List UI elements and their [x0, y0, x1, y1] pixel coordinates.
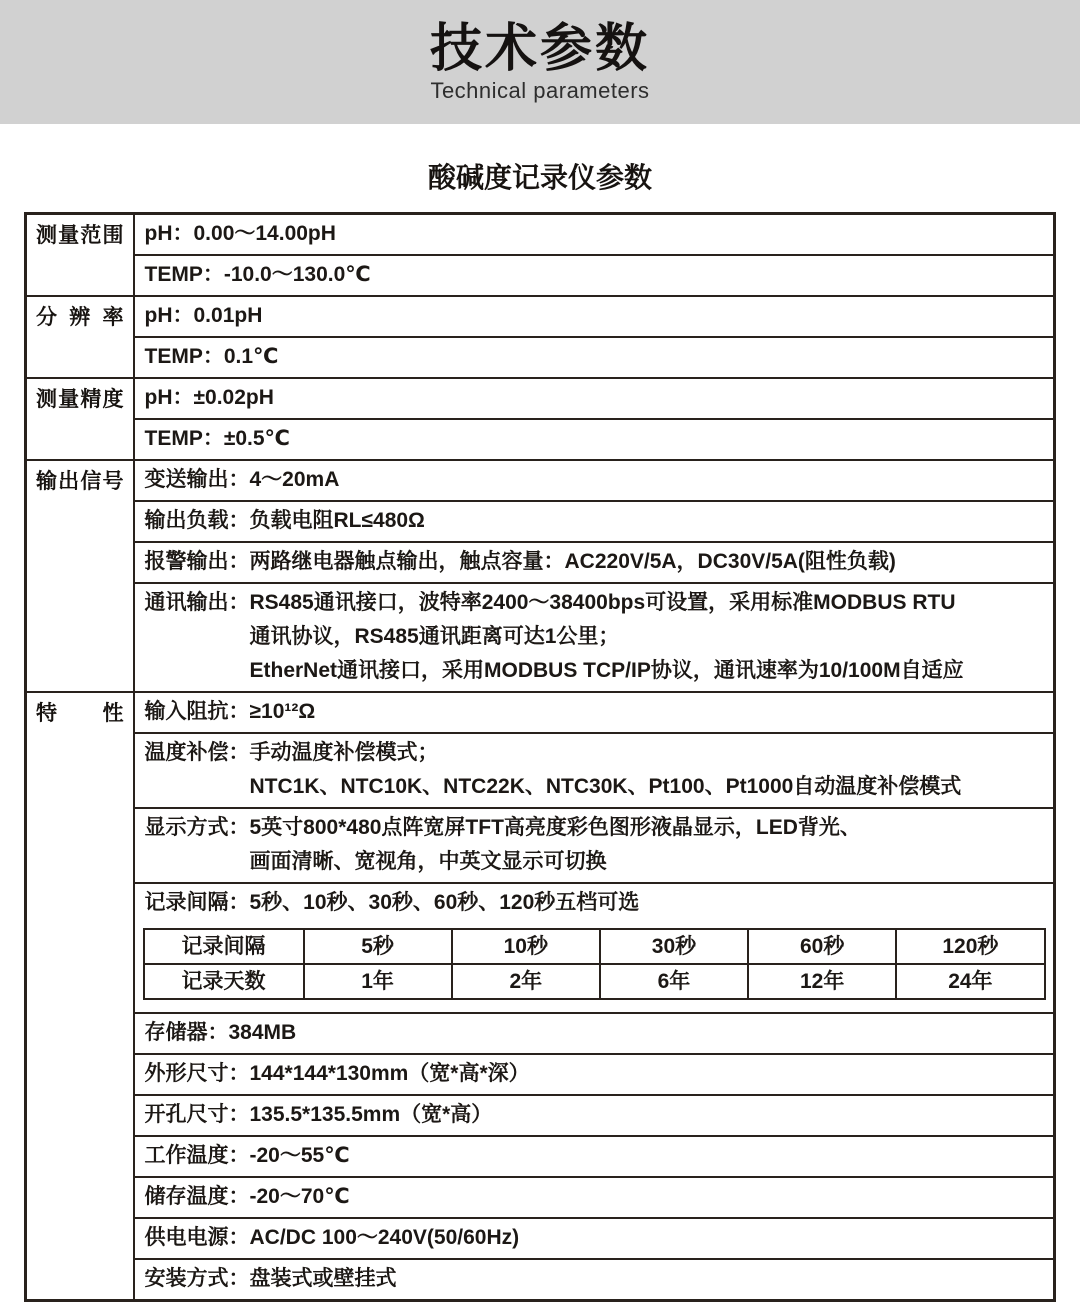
- param-value-line: 手动温度补偿模式；: [249, 741, 439, 764]
- spec-row: [26, 1095, 1055, 1136]
- record-table-cell: 24年: [896, 964, 1044, 999]
- spec-value-cell: [134, 214, 1055, 256]
- param-value-line: EtherNet通讯接口，采用MODBUS TCP/IP协议，通讯速率为10/100M自适应: [249, 659, 964, 682]
- param-name: pH：: [144, 304, 194, 327]
- record-table-cell: 120秒: [896, 929, 1044, 964]
- param-value-line: 通讯协议，RS485通讯距离可达1公里；: [249, 625, 620, 648]
- spec-value-cell: [134, 1218, 1055, 1259]
- record-table-cell: 12年: [748, 964, 896, 999]
- spec-row: [26, 337, 1055, 378]
- param-value: ±0.02pH: [193, 386, 274, 409]
- param-value: 负载电阻RL≤480Ω: [249, 509, 425, 532]
- spec-value-cell: [134, 808, 1055, 883]
- spec-value-cell: [134, 1177, 1055, 1218]
- spec-value-cell: [134, 692, 1055, 733]
- param-name: TEMP：: [144, 263, 224, 286]
- param-value: 盘装式或壁挂式: [249, 1267, 397, 1290]
- group-label-accuracy: 测量精度: [26, 378, 134, 460]
- record-table-row: [144, 929, 1045, 964]
- spec-row: [26, 214, 1055, 256]
- group-label-resolution: 分辨率: [26, 296, 134, 378]
- param-value-line: 画面清晰、宽视角，中英文显示可切换: [249, 850, 607, 873]
- param-name: pH：: [144, 222, 194, 245]
- param-value: -20～55℃: [249, 1144, 350, 1167]
- spec-row: [26, 378, 1055, 419]
- record-table-row: [144, 964, 1045, 999]
- spec-value-cell: [134, 378, 1055, 419]
- record-table-cell: 10秒: [452, 929, 600, 964]
- banner-title: 技术参数: [429, 19, 650, 78]
- spec-value-cell: [134, 542, 1055, 583]
- param-value: -10.0～130.0℃: [223, 263, 371, 286]
- record-table-cell: 60秒: [748, 929, 896, 964]
- spec-value-cell: [134, 733, 1055, 808]
- record-table-cell: 2年: [452, 964, 600, 999]
- spec-row: [26, 1136, 1055, 1177]
- group-label-output-signal: 输出信号: [26, 460, 134, 692]
- banner: [0, 0, 1080, 124]
- spec-row: [26, 1013, 1055, 1054]
- record-table-cell: 记录天数: [144, 964, 304, 999]
- param-name: 外形尺寸：: [144, 1062, 250, 1085]
- param-value: -20～70℃: [249, 1185, 350, 1208]
- spec-row: [26, 501, 1055, 542]
- spec-row: [26, 808, 1055, 883]
- record-table-cell: 1年: [304, 964, 452, 999]
- param-value: 0.01pH: [193, 304, 263, 327]
- param-name: 输出负载：: [144, 509, 250, 532]
- spec-value-cell: [134, 1095, 1055, 1136]
- spec-value-cell: [134, 255, 1055, 296]
- param-value-line: RS485通讯接口，波特率2400～38400bps可设置，采用标准MODBUS RTU: [249, 591, 956, 614]
- param-name: 变送输出：: [144, 468, 250, 491]
- spec-value-cell: [134, 1013, 1055, 1054]
- spec-value-cell: [134, 337, 1055, 378]
- spec-row: [26, 460, 1055, 501]
- param-name: TEMP：: [144, 345, 224, 368]
- spec-row: [26, 692, 1055, 733]
- spec-row: [26, 296, 1055, 337]
- spec-row: [26, 1177, 1055, 1218]
- param-name: 存储器：: [144, 1021, 229, 1044]
- group-label-features: 特性: [26, 692, 134, 1301]
- param-value: 135.5*135.5mm（宽*高）: [249, 1103, 493, 1126]
- param-name: 开孔尺寸：: [144, 1103, 250, 1126]
- param-value: ±0.5℃: [223, 427, 290, 450]
- spec-value-cell: [134, 1054, 1055, 1095]
- param-value: 384MB: [228, 1021, 297, 1044]
- param-value-line: 5英寸800*480点阵宽屏TFT高亮度彩色图形液晶显示，LED背光、: [249, 816, 861, 839]
- param-name: 温度补偿：: [144, 741, 250, 764]
- spec-value-cell: [134, 460, 1055, 501]
- group-label-measure-range: 测量范围: [26, 214, 134, 297]
- record-table-cell: 记录间隔: [144, 929, 304, 964]
- spec-row: [26, 883, 1055, 1013]
- spec-row: [26, 255, 1055, 296]
- record-table-cell: 5秒: [304, 929, 452, 964]
- param-value: 0.00～14.00pH: [193, 222, 336, 245]
- spec-value-cell: [134, 296, 1055, 337]
- spec-row: [26, 1218, 1055, 1259]
- spec-row: [26, 733, 1055, 808]
- param-name: 显示方式：: [144, 816, 250, 839]
- param-value: 5秒、10秒、30秒、60秒、120秒五档可选: [249, 891, 640, 914]
- spec-row: [26, 583, 1055, 692]
- param-value: AC/DC 100～240V(50/60Hz): [249, 1226, 520, 1249]
- spec-value-cell: [134, 583, 1055, 692]
- banner-subtitle: Technical parameters: [430, 77, 650, 103]
- param-name: 报警输出：: [144, 550, 250, 573]
- param-name: 记录间隔：: [144, 891, 250, 914]
- param-name: 通讯输出：: [144, 591, 250, 614]
- param-value-line: NTC1K、NTC10K、NTC22K、NTC30K、Pt100、Pt1000自动温度补偿模式: [249, 775, 962, 798]
- spec-value-cell: [134, 419, 1055, 460]
- param-name: 供电电源：: [144, 1226, 250, 1249]
- spec-table: [24, 212, 1056, 1302]
- param-value: 两路继电器触点输出，触点容量：AC220V/5A，DC30V/5A(阻性负载): [249, 550, 896, 573]
- param-name: 工作温度：: [144, 1144, 250, 1167]
- spec-value-cell: [134, 1259, 1055, 1301]
- spec-value-cell: [134, 883, 1055, 1013]
- spec-row: [26, 542, 1055, 583]
- param-value: 144*144*130mm（宽*高*深）: [249, 1062, 530, 1085]
- param-value: ≥10¹²Ω: [249, 700, 316, 723]
- param-name: 安装方式：: [144, 1267, 250, 1290]
- record-table-cell: 30秒: [600, 929, 748, 964]
- param-name: pH：: [144, 386, 194, 409]
- spec-row: [26, 1054, 1055, 1095]
- param-name: TEMP：: [144, 427, 224, 450]
- param-value: 4～20mA: [249, 468, 340, 491]
- param-name: 输入阻抗：: [144, 700, 250, 723]
- spec-row: [26, 1259, 1055, 1301]
- spec-row: [26, 419, 1055, 460]
- table-title: 酸碱度记录仪参数: [427, 162, 652, 193]
- record-interval-table: [143, 928, 1046, 1000]
- record-table-cell: 6年: [600, 964, 748, 999]
- param-name: 储存温度：: [144, 1185, 250, 1208]
- spec-value-cell: [134, 501, 1055, 542]
- param-value: 0.1℃: [223, 345, 279, 368]
- spec-value-cell: [134, 1136, 1055, 1177]
